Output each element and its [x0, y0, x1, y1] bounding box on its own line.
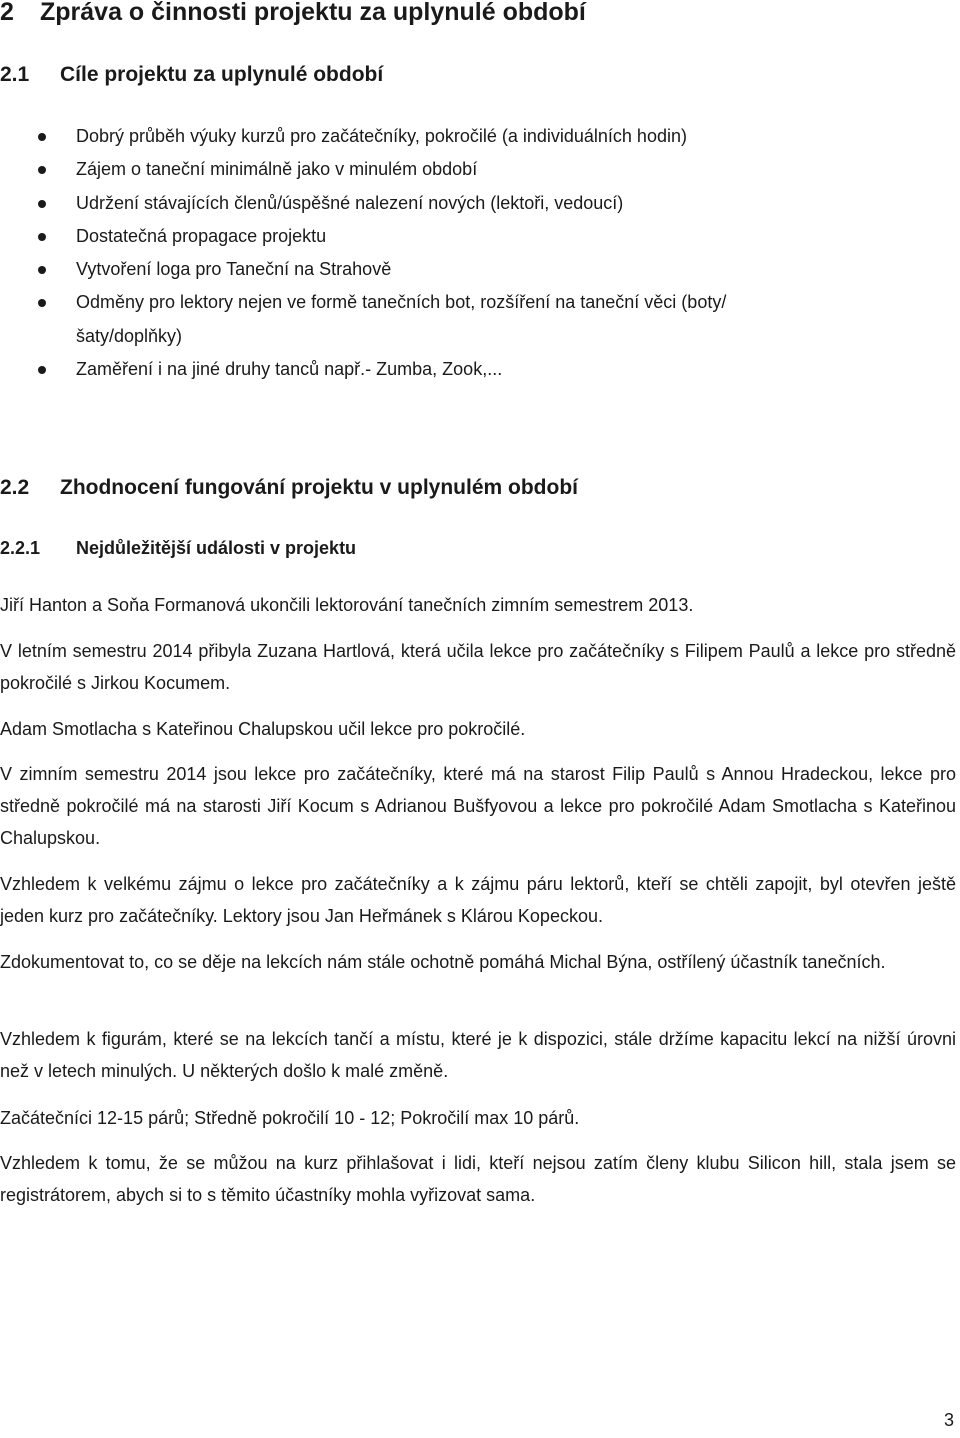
subsubsection-events-title: Nejdůležitější události v projektu: [76, 538, 357, 558]
subsection-goals-heading: [0, 60, 383, 90]
subsection-evaluation-title: Zhodnocení fungování projektu v uplynulém období: [60, 476, 578, 499]
subsection-goals-number: 2.1: [0, 63, 30, 86]
list-item-text: Udržení stávajících členů/úspěšné nalezení nových (lektoři, vedoucí): [76, 192, 624, 213]
subsection-evaluation-number: 2.2: [0, 476, 30, 499]
paragraph: Vzhledem k tomu, že se můžou na kurz přihlašovat i lidi, kteří nejsou zatím členy klubu Silicon hill, stala jsem se registrátorem, abych si to s těmito účastníky mohla vyřizovat sama.: [0, 1153, 956, 1205]
paragraph: Vzhledem k velkému zájmu o lekce pro začátečníky a k zájmu páru lektorů, kteří se chtěli zapojit, byl otevřen ještě jeden kurz pro začátečníky. Lektory jsou Jan Heřmánek s Klárou Kopeckou.: [0, 874, 956, 926]
subsection-goals-title: Cíle projektu za uplynulé období: [60, 63, 384, 86]
paragraph: Zdokumentovat to, co se děje na lekcích nám stále ochotně pomáhá Michal Býna, ostřílený účastník tanečních.: [0, 952, 886, 972]
list-item-text: Zájem o taneční minimálně jako v minulém období: [76, 159, 478, 180]
list-item: [0, 220, 820, 253]
goals-list: [0, 120, 820, 386]
list-item-text: Odměny pro lektory nejen ve formě tanečních bot, rozšíření na taneční věci (boty/šaty/doplňky): [76, 292, 727, 346]
list-item-text: Dostatečná propagace projektu: [76, 225, 327, 246]
list-item: [0, 153, 820, 186]
bullet-icon: [38, 200, 46, 208]
bullet-icon: [38, 299, 46, 307]
section-heading: [0, 0, 586, 32]
list-item: [0, 253, 820, 286]
subsection-evaluation-heading: [0, 473, 578, 503]
bullet-icon: [38, 233, 46, 241]
list-item: [0, 120, 820, 153]
list-item: [0, 187, 820, 220]
list-item-text: Dobrý průběh výuky kurzů pro začátečníky, pokročilé (a individuálních hodin): [76, 126, 687, 146]
subsubsection-events-heading: [0, 533, 356, 563]
list-item-text: Zaměření i na jiné druhy tanců např.- Zumba, Zook,...: [76, 359, 503, 380]
paragraph: V letním semestru 2014 přibyla Zuzana Hartlová, která učila lekce pro začátečníky s Filipem Paulů a lekce pro středně pokročilé s Jirkou Kocumem.: [0, 641, 956, 693]
paragraph: Začátečníci 12-15 párů; Středně pokročilí 10 - 12; Pokročilí max 10 párů.: [0, 1108, 580, 1128]
list-item: [0, 353, 820, 386]
paragraph: Vzhledem k figurám, které se na lekcích tančí a místu, které je k dispozici, stále držíme kapacitu lekcí na nižší úrovni než v letech minulých. U některých došlo k malé změně.: [0, 1029, 956, 1081]
bullet-icon: [38, 166, 46, 174]
list-item: [0, 286, 820, 353]
subsubsection-events-number: 2.2.1: [0, 538, 41, 558]
bullet-icon: [38, 266, 46, 274]
paragraph: Adam Smotlacha s Kateřinou Chalupskou učil lekce pro pokročilé.: [0, 719, 526, 739]
paragraph: V zimním semestru 2014 jsou lekce pro začátečníky, které má na starost Filip Paulů s Annou Hradeckou, lekce pro středně pokročilé má na starosti Jiří Kocum s Adrianou Bušfyovou a lekce pro pokročilé Adam Smotlacha s Kateřinou Chalupskou.: [0, 764, 956, 848]
bullet-icon: [38, 133, 46, 141]
section-number: 2: [0, 0, 14, 26]
bullet-icon: [38, 366, 46, 374]
list-item-text: Vytvoření loga pro Taneční na Strahově: [76, 259, 392, 280]
section-title: Zpráva o činnosti projektu za uplynulé období: [40, 0, 586, 26]
page-number: 3: [943, 1410, 954, 1430]
paragraph: Jiří Hanton a Soňa Formanová ukončili lektorování tanečních zimním semestrem 2013.: [0, 595, 694, 615]
